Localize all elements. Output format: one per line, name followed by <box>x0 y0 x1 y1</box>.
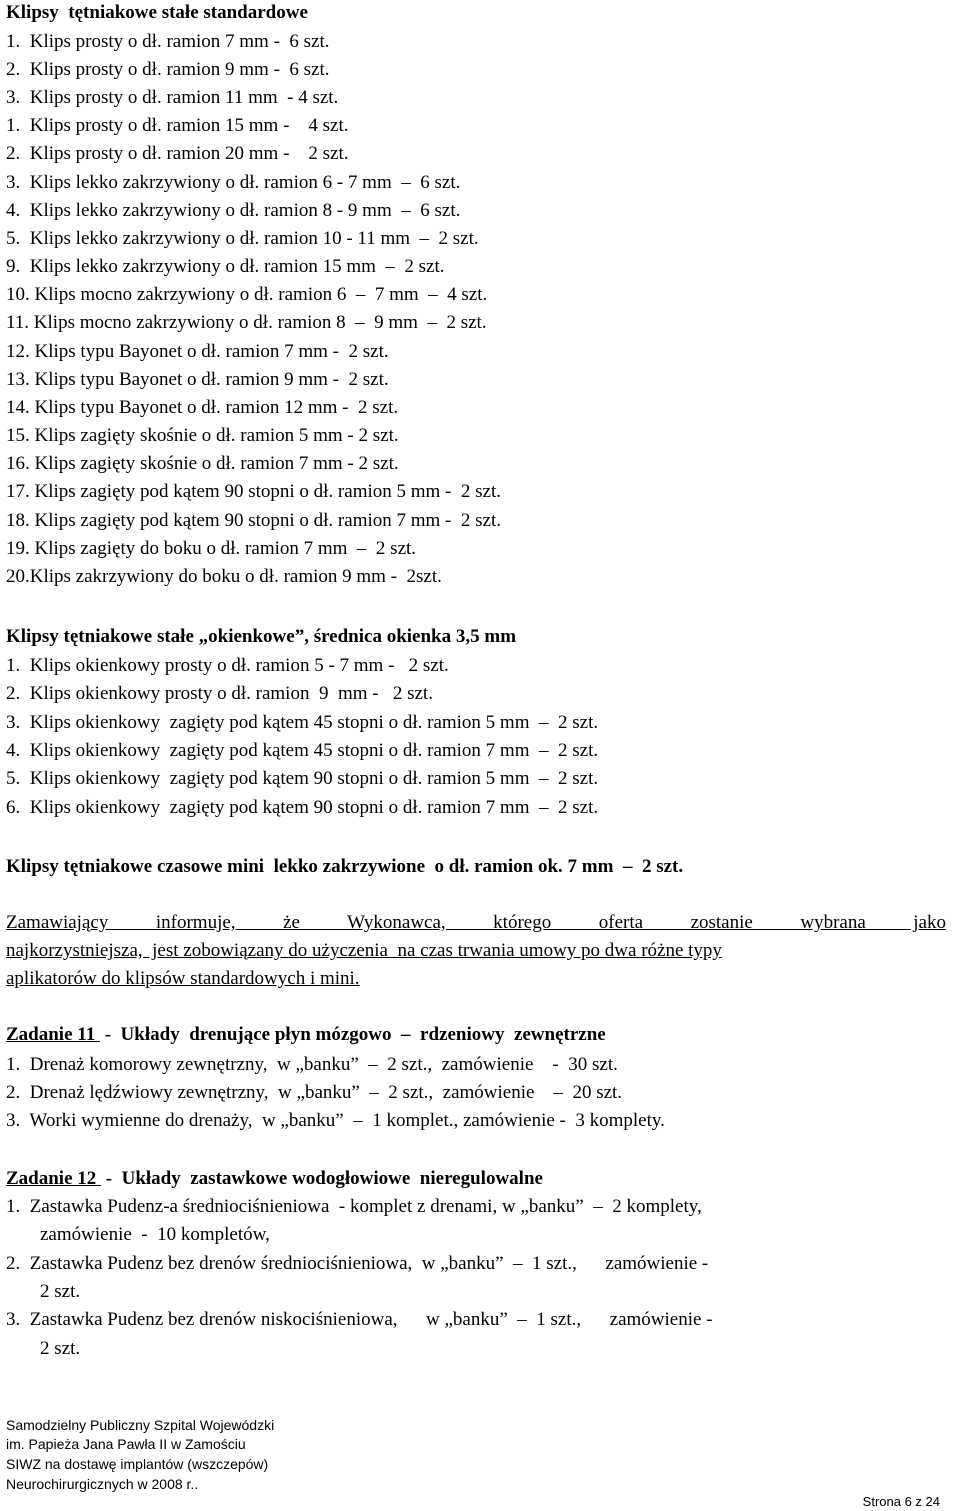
list-item: 5. Klips okienkowy zagięty pod kątem 90 stopni o dł. ramion 5 mm – 2 szt. <box>6 768 599 789</box>
footer-line-4: Neurochirurgicznych w 2008 r.. <box>6 1476 199 1492</box>
list-item: 3. Klips prosty o dł. ramion 11 mm - 4 szt. <box>6 87 339 108</box>
note-line-2: najkorzystniejsza, jest zobowiązany do użyczenia na czas trwania umowy po dwa różne typy <box>6 940 722 961</box>
list-item: 13. Klips typu Bayonet o dł. ramion 9 mm - 2 szt. <box>6 369 389 390</box>
list-item: 14. Klips typu Bayonet o dł. ramion 12 mm - 2 szt. <box>6 397 399 418</box>
list-item: 2. Drenaż lędźwiowy zewnętrzny, w „banku” – 2 szt., zamówienie – 20 szt. <box>6 1082 623 1103</box>
list-item: 3. Zastawka Pudenz bez drenów niskociśnieniowa, w „banku” – 1 szt., zamówienie - <box>6 1309 713 1330</box>
note-line-1: Zamawiający informuje, że Wykonawca, którego oferta zostanie wybrana jako <box>6 912 946 933</box>
section1-heading: Klipsy tętniakowe stałe standardowe <box>6 2 308 23</box>
list-item: 1. Klips prosty o dł. ramion 15 mm - 4 szt. <box>6 115 349 136</box>
footer-line-1: Samodzielny Publiczny Szpital Wojewódzki <box>6 1417 275 1433</box>
section2-heading: Klipsy tętniakowe stałe „okienkowe”, średnica okienka 3,5 mm <box>6 626 517 647</box>
list-item: 18. Klips zagięty pod kątem 90 stopni o dł. ramion 7 mm - 2 szt. <box>6 510 501 531</box>
list-item: 6. Klips okienkowy zagięty pod kątem 90 stopni o dł. ramion 7 mm – 2 szt. <box>6 797 599 818</box>
list-item: 5. Klips lekko zakrzywiony o dł. ramion 10 - 11 mm – 2 szt. <box>6 228 479 249</box>
list-item-continuation: 2 szt. <box>40 1338 81 1359</box>
list-item: 2. Zastawka Pudenz bez drenów średniociśnieniowa, w „banku” – 1 szt., zamówienie - <box>6 1253 709 1274</box>
list-item: 17. Klips zagięty pod kątem 90 stopni o dł. ramion 5 mm - 2 szt. <box>6 481 501 502</box>
section3-heading: Klipsy tętniakowe czasowe mini lekko zakrzywione o dł. ramion ok. 7 mm – 2 szt. <box>6 856 684 877</box>
list-item: 2. Klips prosty o dł. ramion 9 mm - 6 szt. <box>6 59 330 80</box>
list-item: 12. Klips typu Bayonet o dł. ramion 7 mm - 2 szt. <box>6 341 389 362</box>
list-item: 2. Klips okienkowy prosty o dł. ramion 9 mm - 2 szt. <box>6 683 433 704</box>
zadanie12-label: Zadanie 12 <box>6 1168 102 1189</box>
footer-line-3: SIWZ na dostawę implantów (wszczepów) <box>6 1456 269 1472</box>
list-item: 3. Klips lekko zakrzywiony o dł. ramion 6 - 7 mm – 6 szt. <box>6 172 461 193</box>
list-item: 4. Klips lekko zakrzywiony o dł. ramion 8 - 9 mm – 6 szt. <box>6 200 461 221</box>
zadanie11-label: Zadanie 11 <box>6 1024 100 1045</box>
footer-line-2: im. Papieża Jana Pawła II w Zamościu <box>6 1436 246 1452</box>
list-item: 11. Klips mocno zakrzywiony o dł. ramion 8 – 9 mm – 2 szt. <box>6 312 487 333</box>
zadanie12-title: - Układy zastawkowe wodogłowiowe nieregulowalne <box>101 1168 543 1189</box>
list-item: 3. Worki wymienne do drenaży, w „banku” – 1 komplet., zamówienie - 3 komplety. <box>6 1110 665 1131</box>
zadanie12-heading <box>6 1168 543 1190</box>
zadanie11-heading <box>6 1024 610 1046</box>
list-item: 16. Klips zagięty skośnie o dł. ramion 7 mm - 2 szt. <box>6 453 399 474</box>
list-item: 19. Klips zagięty do boku o dł. ramion 7 mm – 2 szt. <box>6 538 417 559</box>
list-item-continuation: zamówienie - 10 kompletów, <box>40 1224 270 1245</box>
zadanie11-title: - Układy drenujące płyn mózgowo – rdzeniowy zewnętrzne <box>99 1024 611 1045</box>
list-item: 1. Zastawka Pudenz-a średniociśnieniowa - komplet z drenami, w „banku” – 2 komplety, <box>6 1196 702 1217</box>
list-item: 4. Klips okienkowy zagięty pod kątem 45 stopni o dł. ramion 7 mm – 2 szt. <box>6 740 599 761</box>
note-line-3: aplikatorów do klipsów standardowych i mini. <box>6 968 360 989</box>
list-item: 1. Klips prosty o dł. ramion 7 mm - 6 szt. <box>6 31 330 52</box>
list-item: 3. Klips okienkowy zagięty pod kątem 45 stopni o dł. ramion 5 mm – 2 szt. <box>6 712 599 733</box>
list-item: 1. Drenaż komorowy zewnętrzny, w „banku” – 2 szt., zamówienie - 30 szt. <box>6 1054 618 1075</box>
list-item: 2. Klips prosty o dł. ramion 20 mm - 2 szt. <box>6 143 349 164</box>
page-number: Strona 6 z 24 <box>862 1494 940 1509</box>
list-item: 10. Klips mocno zakrzywiony o dł. ramion 6 – 7 mm – 4 szt. <box>6 284 488 305</box>
list-item: 20.Klips zakrzywiony do boku o dł. ramion 9 mm - 2szt. <box>6 566 442 587</box>
list-item-continuation: 2 szt. <box>40 1281 81 1302</box>
list-item: 9. Klips lekko zakrzywiony o dł. ramion 15 mm – 2 szt. <box>6 256 445 277</box>
list-item: 15. Klips zagięty skośnie o dł. ramion 5 mm - 2 szt. <box>6 425 399 446</box>
list-item: 1. Klips okienkowy prosty o dł. ramion 5 - 7 mm - 2 szt. <box>6 655 449 676</box>
